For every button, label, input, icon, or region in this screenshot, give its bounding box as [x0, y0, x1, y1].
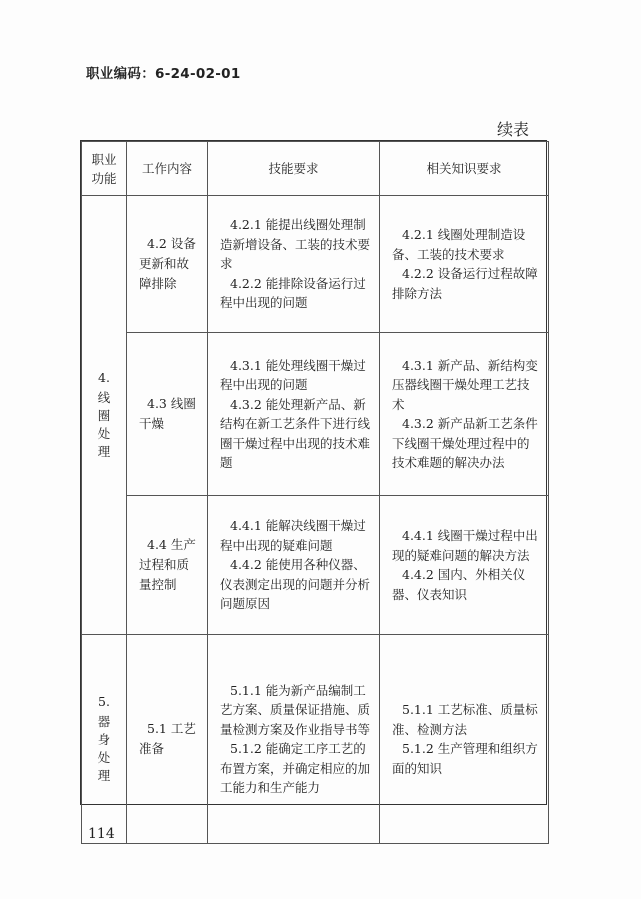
table-row: [82, 333, 549, 496]
knowledge-cell: [380, 333, 549, 496]
function-cell: [82, 196, 127, 635]
skill-item: 5.1.2 能确定工序工艺的布置方案，并确定相应的加工能力和生产能力: [220, 741, 371, 795]
knowledge-cell: [380, 196, 549, 333]
skill-cell: [208, 333, 380, 496]
skill-cell: [208, 496, 380, 635]
continued-label: 续表: [497, 120, 530, 139]
table-row: [82, 196, 549, 333]
skill-item: 4.2.1 能提出线圈处理制造新增设备、工装的技术要求: [220, 217, 371, 272]
col-header-work: 工作内容: [127, 142, 208, 196]
table-row: [82, 635, 549, 844]
skill-item: 4.3.2 能处理新产品、新结构在新工艺条件下进行线圈干燥过程中出现的技术难题: [220, 396, 371, 470]
skill-item: 4.3.1 能处理线圈干燥过程中出现的问题: [220, 357, 366, 392]
work-content-cell: 4.4 生产过程和质量控制: [127, 496, 208, 635]
knowledge-item: 4.2.1 线圈处理制造设备、工装的技术要求: [392, 227, 526, 262]
table-header-row: [82, 142, 549, 196]
function-number: 4.: [98, 370, 110, 385]
skill-item: 4.4.2 能使用各种仪器、仪表测定出现的问题并分析问题原因: [220, 557, 371, 612]
col-header-function: 职业功能: [82, 142, 127, 196]
knowledge-item: 4.3.1 新产品、新结构变压器线圈干燥处理工艺技术: [392, 357, 538, 412]
skill-item: 5.1.1 能为新产品编制工艺方案、质量保证措施、质量检测方案及作业指导书等: [220, 682, 371, 737]
knowledge-cell: [380, 635, 549, 844]
work-content-cell: 5.1 工艺准备: [127, 635, 208, 844]
table-row: [82, 496, 549, 635]
competency-table: [80, 140, 547, 805]
knowledge-item: 4.4.1 线圈干燥过程中出现的疑难问题的解决方法: [392, 528, 538, 563]
knowledge-item: 5.1.1 工艺标准、质量标准、检测方法: [392, 702, 538, 737]
knowledge-item: 4.2.2 设备运行过程故障排除方法: [392, 266, 538, 301]
function-number: 5.: [98, 694, 110, 709]
col-header-knowledge: 相关知识要求: [380, 142, 549, 196]
skill-item: 4.2.2 能排除设备运行过程中出现的问题: [220, 275, 366, 311]
function-name: 器身处理: [97, 714, 111, 783]
function-name: 线圈处理: [97, 390, 111, 459]
function-cell: [82, 635, 127, 844]
knowledge-item: 5.1.2 生产管理和组织方面的知识: [392, 741, 538, 776]
skill-cell: [208, 196, 380, 333]
knowledge-cell: [380, 496, 549, 635]
page-number: 114: [88, 826, 115, 842]
col-header-skill: 技能要求: [208, 142, 380, 196]
skill-cell: [208, 635, 380, 844]
work-content-cell: 4.2 设备更新和故障排除: [127, 196, 208, 333]
occupation-code: 职业编码：6-24-02-01: [86, 66, 241, 82]
work-content-cell: 4.3 线圈干燥: [127, 333, 208, 496]
skill-item: 4.4.1 能解决线圈干燥过程中出现的疑难问题: [220, 518, 366, 553]
knowledge-item: 4.4.2 国内、外相关仪器、仪表知识: [392, 567, 526, 602]
knowledge-item: 4.3.2 新产品新工艺条件下线圈干燥处理过程中的技术难题的解决办法: [392, 416, 538, 470]
